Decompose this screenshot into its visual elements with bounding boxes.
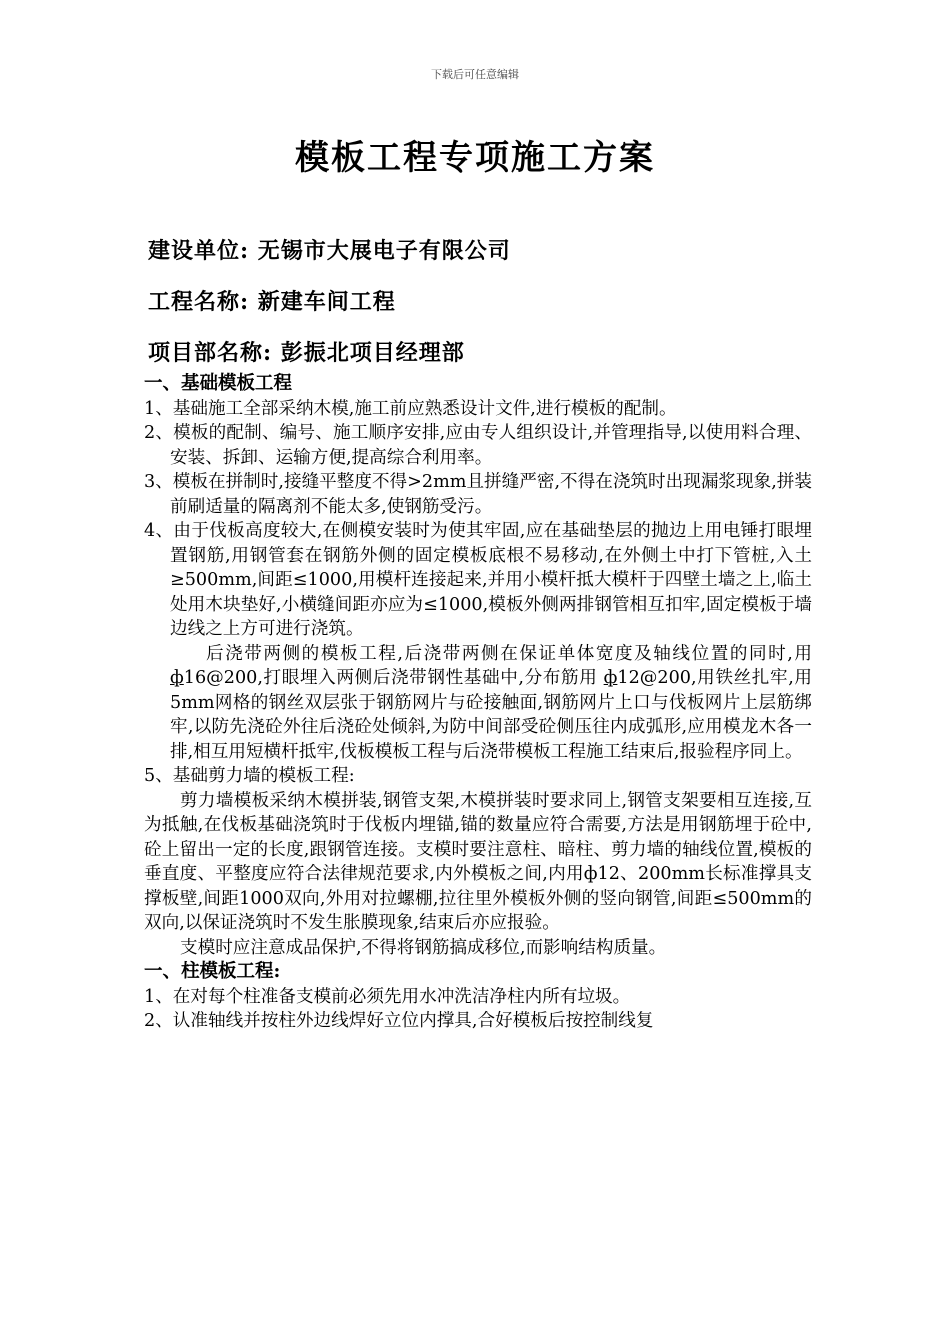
header-note: 下载后可任意编辑 xyxy=(431,68,519,81)
foundation-item-5-heading: 5、基础剪力墙的模板工程: xyxy=(144,766,355,786)
construction-unit-label: 建设单位: xyxy=(148,238,250,264)
foundation-item-1: 1、基础施工全部采纳木模,施工前应熟悉设计文件,进行模板的配制。 xyxy=(144,398,677,419)
foundation-item-4: 4、由于伐板高度较大,在侧模安装时为使其牢固,应在基础垫层的抛边上用电锤打眼埋置钢筋,用钢管套在钢筋外侧的固定模板底根不易移动,在外侧土中打下管桩,入土≥500mm,间距≤1000,用模杆连接起来,并用小模杆抵大模杆于四壁土墙之上,临土处用木块垫好,小横缝间距亦应为≤1000,模板外侧两排钢管相互扣牢,固定模板于墙边线之上方可进行浇筑。 xyxy=(144,521,812,639)
post-pour-text-3: 12@200,用铁丝扎牢,用5mm网格的钢丝双层张于钢筋网片与砼接触面,钢筋网片上口与伐板网片上层筋绑牢,以防先浇砼外往后浇砼处倾斜,为防中间部受砼侧压往内成弧形,应用模龙木各一排,相互用短横杆抵牢,伐板模板工程与后浇带模板工程施工结束后,报验程序同上。 xyxy=(170,668,813,762)
project-name-line xyxy=(148,285,396,316)
rebar-symbol: ф xyxy=(603,668,618,688)
section-heading-foundation: 一、基础模板工程 xyxy=(144,373,293,394)
foundation-item-3: 3、模板在拼制时,接缝平整度不得>2mm且拼缝严密,不得在浇筑时出现漏浆现象,拼装前刷适量的隔离剂不能太多,使钢筋受污。 xyxy=(144,472,812,517)
protection-paragraph: 支模时应注意成品保护,不得将钢筋搞成移位,而影响结构质量。 xyxy=(180,937,667,958)
foundation-item-2: 2、模板的配制、编号、施工顺序安排,应由专人组织设计,并管理指导,以使用料合理、安装、拆卸、运输方便,提高综合利用率。 xyxy=(144,423,812,468)
project-dept-label: 项目部名称: xyxy=(148,340,273,366)
column-item-1: 1、在对每个柱准备支模前必须先用水冲洗洁净柱内所有垃圾。 xyxy=(144,986,631,1007)
construction-unit-value: 无锡市大展电子有限公司 xyxy=(257,238,511,264)
document-title: 模板工程专项施工方案 xyxy=(295,138,655,178)
project-dept-value: 彭振北项目经理部 xyxy=(280,340,465,366)
project-name-value: 新建车间工程 xyxy=(257,289,396,315)
rebar-symbol: ф xyxy=(170,668,184,688)
document-body xyxy=(144,372,812,1034)
post-pour-text-1: 后浇带两侧的模板工程,后浇带两侧在保证单体宽度及轴线位置的同时,用 xyxy=(206,643,812,664)
post-pour-text-2: 16@200,打眼埋入两侧后浇带钢性基础中,分布筋用 xyxy=(183,668,604,688)
section-heading-column: 一、柱模板工程: xyxy=(144,961,281,982)
project-name-label: 工程名称: xyxy=(148,289,250,315)
project-dept-line xyxy=(148,336,465,367)
construction-unit-line xyxy=(148,234,511,265)
post-pour-strip-paragraph xyxy=(144,642,812,765)
shear-wall-paragraph: 剪力墙模板采纳木模拼装,钢管支架,木模拼装时要求同上,钢管支架要相互连接,互为抵触,在伐板基础浇筑时于伐板内埋锚,锚的数量应符合需要,方法是用钢筋埋于砼中,砼上留出一定的长度,跟钢管连接。支模时要注意柱、暗柱、剪力墙的轴线位置,模板的垂直度、平整度应符合法律规范要求,内外模板之间,内用ф12、200mm长标准撑具支撑板壁,间距1000双向,外用对拉螺棚,拉往里外模板外侧的竖向钢管,间距≤500mm的双向,以保证浇筑时不发生胀膜现象,结束后亦应报验。 xyxy=(144,790,812,933)
column-item-2: 2、认准轴线并按柱外边线焊好立位内撑具,合好模板后按控制线复 xyxy=(144,1011,654,1031)
